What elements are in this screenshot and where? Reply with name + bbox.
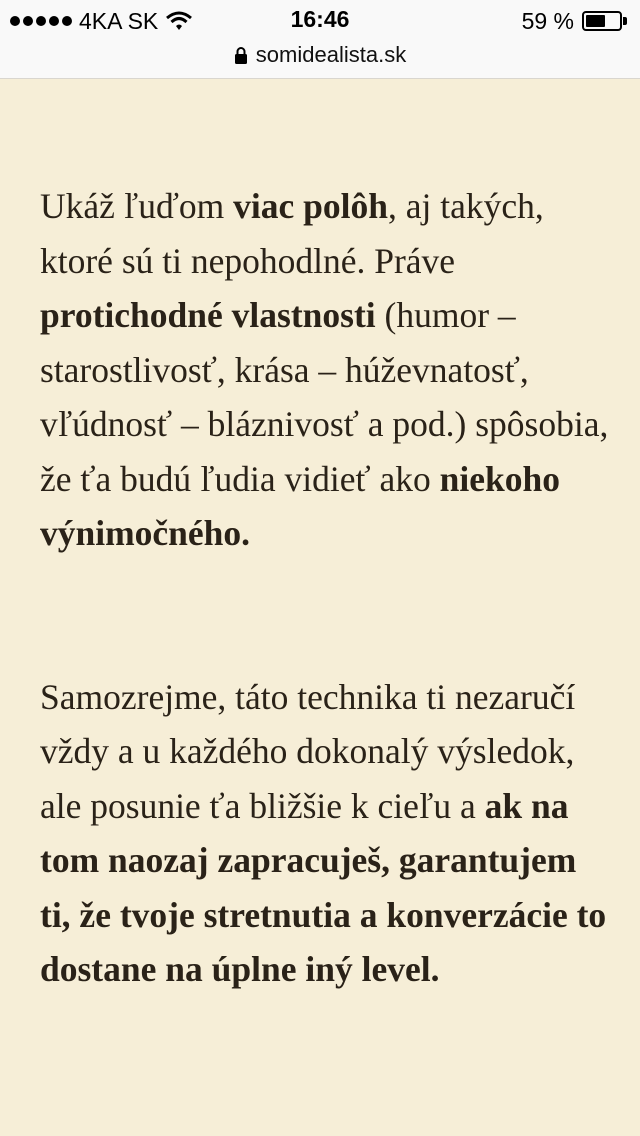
status-bar-right <box>522 8 628 34</box>
top-bar <box>0 0 640 79</box>
bold-phrase: ak na tom naozaj zapracuješ, garantujem ti, že tvoje stretnutia a konverzácie to dostane na úplne iný level. <box>40 785 607 989</box>
address-bar[interactable] <box>0 40 640 70</box>
status-time: 16:46 <box>290 6 350 32</box>
lock-icon <box>234 46 248 64</box>
article-paragraph <box>40 670 610 997</box>
paragraph-text: (humor – starostlivosť, krása – húževnatosť, vľúdnosť – bláznivosť a pod.) spôsobia, že ťa budú ľudia vidieť ako <box>40 295 609 499</box>
bold-phrase: protichodné vlastnosti <box>40 295 376 335</box>
paragraph-text: Ukáž ľuďom <box>40 186 234 226</box>
battery-percentage: 59 % <box>521 7 574 34</box>
paragraph-text: Samozrejme, táto technika ti nezaručí vždy a u každého dokonalý výsledok, ale posunie ťa bližšie k cieľu a <box>40 676 576 826</box>
article-paragraph <box>40 179 610 561</box>
battery-icon <box>582 11 628 31</box>
url-text[interactable]: somidealista.sk <box>255 42 407 67</box>
carrier-name: 4KA SK <box>79 7 159 34</box>
article-body <box>40 179 610 997</box>
bold-phrase: niekoho výnimočného. <box>40 458 560 553</box>
paragraph-text: , aj takých, ktoré sú ti nepohodlné. Práve <box>40 186 544 281</box>
bold-phrase: viac polôh <box>233 186 388 226</box>
